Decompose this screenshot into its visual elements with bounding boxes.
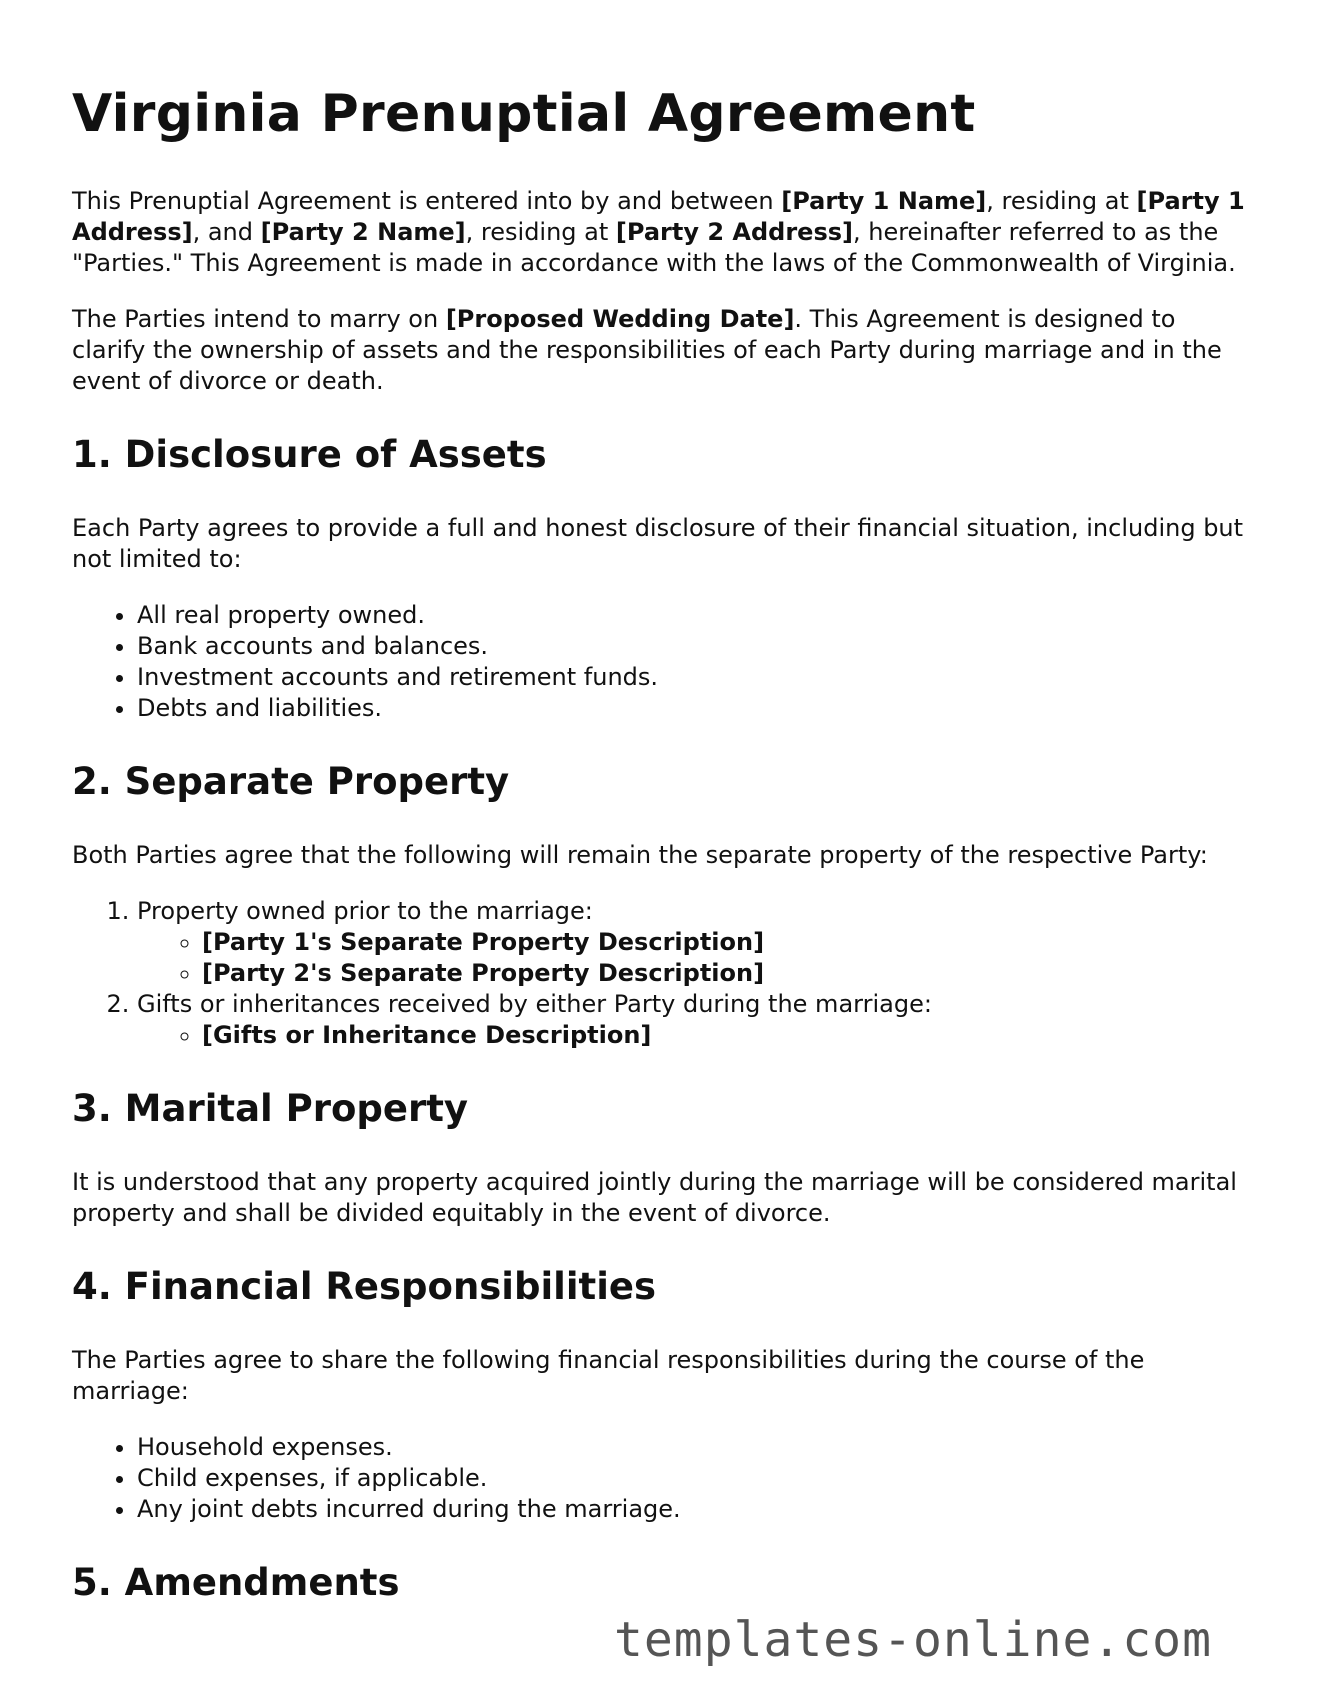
- section3-text: It is understood that any property acquired jointly during the marriage will be considered marital property and shall be divided equitably in the event of divorce.: [72, 1168, 1237, 1227]
- section4-heading: 4. Financial Responsibilities: [72, 1265, 657, 1308]
- intro-text-3: , and: [192, 218, 261, 246]
- list-item: [137, 989, 1252, 1051]
- page-title: Virginia Prenuptial Agreement: [72, 84, 976, 144]
- intro-text-4: , residing at: [465, 218, 616, 246]
- list-item: • Any joint debts incurred during the marriage.: [137, 1494, 1252, 1525]
- list-item: [137, 896, 1252, 989]
- list-item: • Household expenses.: [137, 1432, 1252, 1463]
- party2-property-placeholder: [Party 2's Separate Property Description]: [202, 959, 765, 987]
- list-item: • Investment accounts and retirement funds.: [137, 662, 1252, 693]
- section5-heading: 5. Amendments: [72, 1561, 400, 1604]
- party1-address-placeholder: [Party 1 Address]: [72, 187, 1245, 246]
- sub-list-item: [202, 1020, 1252, 1051]
- party1-property-placeholder: [Party 1's Separate Property Description]: [202, 928, 765, 956]
- intro-text-2: , residing at: [986, 187, 1137, 215]
- section2-heading: 2. Separate Property: [72, 760, 510, 803]
- gifts-placeholder: [Gifts or Inheritance Description]: [202, 1021, 652, 1049]
- section2-list: [72, 896, 1252, 1051]
- purpose-paragraph: [72, 304, 1252, 397]
- section4-text: The Parties agree to share the following financial responsibilities during the course of the marriage:: [72, 1346, 1145, 1405]
- sub-list-item: [202, 927, 1252, 958]
- section3-heading: 3. Marital Property: [72, 1087, 469, 1130]
- list-item: • Bank accounts and balances.: [137, 631, 1252, 662]
- list-item: • Child expenses, if applicable.: [137, 1463, 1252, 1494]
- section2-item2-label: Gifts or inheritances received by either Party during the marriage:: [137, 990, 932, 1018]
- intro-paragraph: [72, 186, 1252, 279]
- section1-list: [72, 600, 1252, 724]
- list-item: • All real property owned.: [137, 600, 1252, 631]
- intro-text-5: , hereinafter referred to as the "Parties." This Agreement is made in accordance with the laws of the Commonwealth of Virginia.: [72, 218, 1236, 277]
- section1-heading: 1. Disclosure of Assets: [72, 433, 547, 476]
- section2-text: Both Parties agree that the following will remain the separate property of the respective Party:: [72, 841, 1208, 869]
- section1-text: Each Party agrees to provide a full and honest disclosure of their financial situation, including but not limited to:: [72, 514, 1244, 573]
- document-page: [72, 84, 1252, 1641]
- watermark: templates-online.com: [614, 1612, 1212, 1668]
- section4-list: [72, 1432, 1252, 1525]
- list-item: • Debts and liabilities.: [137, 693, 1252, 724]
- section2-item2-sublist: [137, 1020, 1252, 1051]
- wedding-date-placeholder: [Proposed Wedding Date]: [445, 305, 795, 333]
- party1-name-placeholder: [Party 1 Name]: [781, 187, 987, 215]
- sub-list-item: [202, 958, 1252, 989]
- section2-item1-sublist: [137, 927, 1252, 989]
- intro-text-1: This Prenuptial Agreement is entered into by and between: [72, 187, 782, 215]
- party2-address-placeholder: [Party 2 Address]: [615, 218, 853, 246]
- purpose-text-2: . This Agreement is designed to clarify the ownership of assets and the responsibilities of each Party during marriage and in the event of divorce or death.: [72, 305, 1222, 395]
- section2-item1-label: Property owned prior to the marriage:: [137, 897, 593, 925]
- party2-name-placeholder: [Party 2 Name]: [260, 218, 466, 246]
- purpose-text-1: The Parties intend to marry on: [72, 305, 446, 333]
